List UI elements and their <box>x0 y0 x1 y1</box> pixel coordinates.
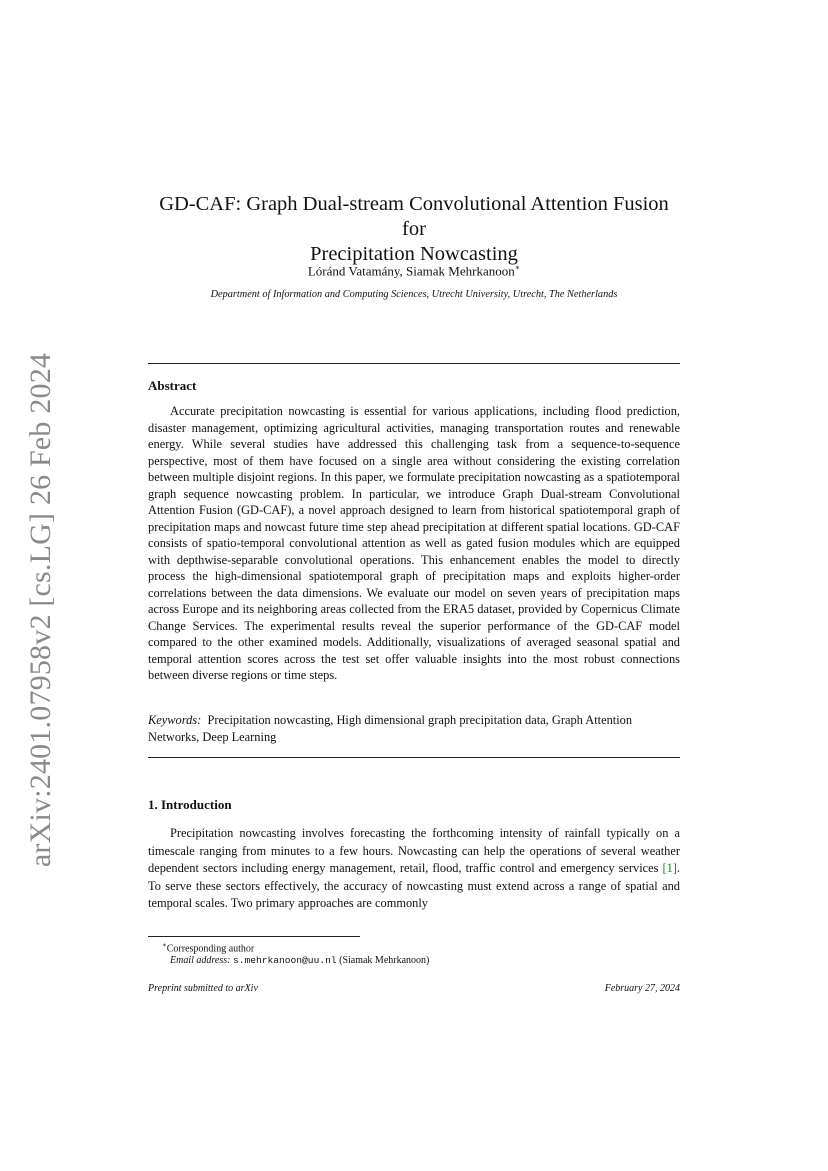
footnote-rule <box>148 936 360 937</box>
abstract-top-rule <box>148 363 680 364</box>
email-address[interactable]: s.mehrkanoon@uu.nl <box>232 955 337 966</box>
introduction-paragraph <box>148 825 680 913</box>
paper-title <box>148 192 680 267</box>
footer-preprint-note: Preprint submitted to arXiv <box>148 983 258 994</box>
footnote-corresponding-author <box>148 941 694 954</box>
footnote-corresponding-text: Corresponding author <box>166 943 255 955</box>
corresponding-author-mark: ∗ <box>514 263 521 272</box>
footnote-mark: ∗ <box>162 941 167 949</box>
keywords-label: Keywords: <box>148 713 202 727</box>
section-heading-introduction: 1. Introduction <box>148 797 232 812</box>
email-label: Email address: <box>170 955 231 966</box>
email-owner: (Siamak Mehrkanoon) <box>339 955 430 966</box>
abstract-bottom-rule <box>148 757 680 758</box>
intro-text-part-2: . To serve these sectors effectively, the accuracy of nowcasting must extend across a range of spatial and temporal scales. Two primary approaches are commonly <box>148 861 680 910</box>
footer-date: February 27, 2024 <box>604 983 680 994</box>
abstract-heading: Abstract <box>148 378 197 393</box>
footnote-email <box>148 955 702 966</box>
arxiv-identifier-stamp <box>14 352 68 868</box>
arxiv-identifier[interactable]: arXiv:2401.07958v2 [cs.LG] 26 Feb 2024 <box>24 352 58 868</box>
abstract-body: Accurate precipitation nowcasting is essential for various applications, including flood prediction, disaster management, optimizing agricultural activities, managing transportation routes and renewable energy. While several studies have addressed this challenging task from a sequence-to-sequence perspective, most of them have focused on a single area without considering the existing correlation between multiple disjoint regions. In this paper, we formulate precipitation nowcasting as a spatiotemporal graph sequence nowcasting problem. In particular, we introduce Graph Dual-stream Convolutional Attention Fusion (GD-CAF), a novel approach designed to learn from historical spatiotemporal graph of precipitation maps and nowcast future time step ahead precipitation at different spatial locations. GD-CAF consists of spatio-temporal convolutional attention as well as gated fusion modules which are equipped with depthwise-separable convolutional operations. This enhancement enables the model to directly process the high-dimensional spatiotemporal graph of precipitation maps and exploits higher-order correlations between the data dimensions. We evaluate our model on seven years of precipitation maps across Europe and its neighboring areas collected from the ERA5 dataset, provided by Copernicus Climate Change Services. The experimental results reveal the superior performance of the GD-CAF model compared to the other examined models. Additionally, visualizations of averaged seasonal spatial and temporal attention scores across the test set offer valuable insights into the most robust connections between diverse regions or time steps. <box>148 404 680 682</box>
title-line-1: GD-CAF: Graph Dual-stream Convolutional Attention Fusion for <box>159 193 669 240</box>
intro-text-part-1: Precipitation nowcasting involves forecasting the forthcoming intensity of rainfall typically on a timescale ranging from minutes to a few hours. Nowcasting can help the operations of several weather dependent sectors including energy management, retail, flood, traffic control and emergency services <box>148 826 680 875</box>
keywords <box>148 712 680 745</box>
citation-link-1[interactable]: [1] <box>662 861 677 875</box>
title-line-2: Precipitation Nowcasting <box>310 243 518 265</box>
author-names: Lóránd Vatamány, Siamak Mehrkanoon <box>307 263 515 279</box>
author-list <box>148 263 680 279</box>
keywords-text: Precipitation nowcasting, High dimensional graph precipitation data, Graph Attention Networks, Deep Learning <box>148 713 633 744</box>
affiliation: Department of Information and Computing Sciences, Utrecht University, Utrecht, The Netherlands <box>210 289 618 300</box>
